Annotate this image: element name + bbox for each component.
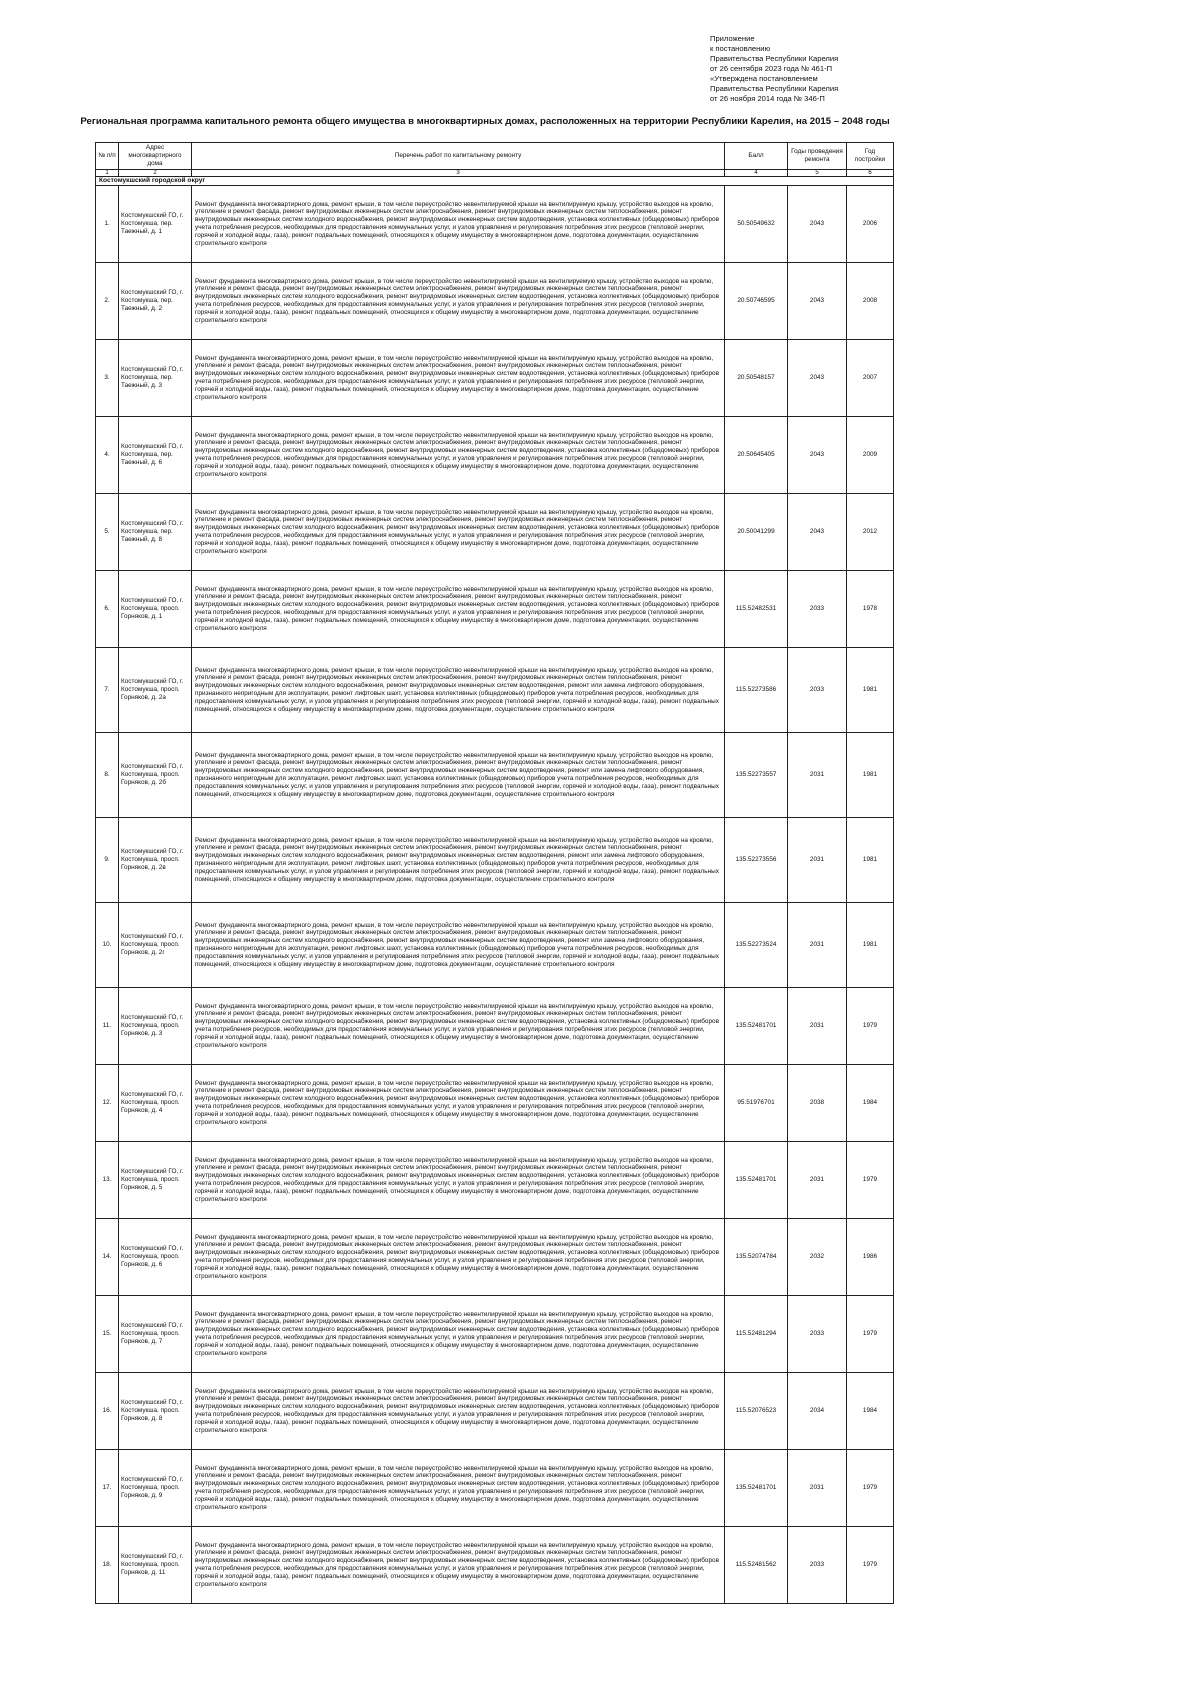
column-number: 6 <box>847 170 894 177</box>
row-score: 115.52273586 <box>725 648 788 733</box>
appendix-note-line: Приложение <box>710 34 755 43</box>
row-built-year: 1979 <box>847 1527 894 1604</box>
row-built-year: 2008 <box>847 263 894 340</box>
header-built: Год постройки <box>847 143 894 170</box>
row-number: 1. <box>96 186 119 263</box>
row-score: 115.52481562 <box>725 1527 788 1604</box>
row-score: 20.50746595 <box>725 263 788 340</box>
row-number: 14. <box>96 1219 119 1296</box>
row-address: Костомукшский ГО, г. Костомукша, просп. Горняков, д. 2а <box>119 648 192 733</box>
table-row <box>96 1296 894 1373</box>
row-years: 2031 <box>788 903 847 988</box>
row-address: Костомукшский ГО, г. Костомукша, просп. Горняков, д. 2в <box>119 818 192 903</box>
row-built-year: 1979 <box>847 1142 894 1219</box>
header-address: Адрес многоквартирного дома <box>119 143 192 170</box>
row-number: 13. <box>96 1142 119 1219</box>
row-works: Ремонт фундамента многоквартирного дома, ремонт крыши, в том числе переустройство невентилируемой крыши на вентилируемую крышу, устройство выходов на кровлю, утепление и ремонт фасада, ремонт внутридомовых инженерных систем электроснабжения, ремонт внутридомовых инженерных систем теплоснабжения, ремонт внутридомовых инженерных систем холодного водоснабжения, ремонт внутридомовых инженерных систем водоотведения, установка коллективных (общедомовых) приборов учета потребления ресурсов, необходимых для предоставления коммунальных услуг, и узлов управления и регулирования потребления этих ресурсов (тепловой энергии, горячей и холодной воды, газа), ремонт подвальных помещений, относящихся к общему имуществу в многоквартирном доме, подготовка документации, осуществление строительного контроля <box>192 1142 725 1219</box>
row-built-year: 1984 <box>847 1065 894 1142</box>
row-address: Костомукшский ГО, г. Костомукша, просп. Горняков, д. 4 <box>119 1065 192 1142</box>
row-years: 2033 <box>788 648 847 733</box>
row-years: 2031 <box>788 988 847 1065</box>
row-built-year: 2006 <box>847 186 894 263</box>
row-built-year: 1981 <box>847 648 894 733</box>
row-number: 17. <box>96 1450 119 1527</box>
row-address: Костомукшский ГО, г. Костомукша, просп. Горняков, д. 1 <box>119 571 192 648</box>
row-works: Ремонт фундамента многоквартирного дома, ремонт крыши, в том числе переустройство невентилируемой крыши на вентилируемую крышу, устройство выходов на кровлю, утепление и ремонт фасада, ремонт внутридомовых инженерных систем электроснабжения, ремонт внутридомовых инженерных систем теплоснабжения, ремонт внутридомовых инженерных систем холодного водоснабжения, ремонт внутридомовых инженерных систем водоотведения, ремонт или замена лифтового оборудования, признанного непригодным для эксплуатации, ремонт лифтовых шахт, установка коллективных (общедомовых) приборов учета потребления ресурсов, необходимых для предоставления коммунальных услуг, и узлов управления и регулирования потребления этих ресурсов (тепловой энергии, горячей и холодной воды, газа), ремонт подвальных помещений, относящихся к общему имуществу в многоквартирном доме, подготовка документации, осуществление строительного контроля <box>192 733 725 818</box>
row-number: 16. <box>96 1373 119 1450</box>
row-number: 7. <box>96 648 119 733</box>
row-years: 2043 <box>788 494 847 571</box>
row-score: 135.52273524 <box>725 903 788 988</box>
row-address: Костомукшский ГО, г. Костомукша, просп. Горняков, д. 8 <box>119 1373 192 1450</box>
row-number: 2. <box>96 263 119 340</box>
column-number: 3 <box>192 170 725 177</box>
table-row <box>96 648 894 733</box>
row-works: Ремонт фундамента многоквартирного дома, ремонт крыши, в том числе переустройство невентилируемой крыши на вентилируемую крышу, устройство выходов на кровлю, утепление и ремонт фасада, ремонт внутридомовых инженерных систем электроснабжения, ремонт внутридомовых инженерных систем теплоснабжения, ремонт внутридомовых инженерных систем холодного водоснабжения, ремонт внутридомовых инженерных систем водоотведения, установка коллективных (общедомовых) приборов учета потребления ресурсов, необходимых для предоставления коммунальных услуг, и узлов управления и регулирования потребления этих ресурсов (тепловой энергии, горячей и холодной воды, газа), ремонт подвальных помещений, относящихся к общему имуществу в многоквартирном доме, подготовка документации, осуществление строительного контроля <box>192 988 725 1065</box>
row-built-year: 1978 <box>847 571 894 648</box>
row-address: Костомукшский ГО, г. Костомукша, просп. Горняков, д. 5 <box>119 1142 192 1219</box>
row-years: 2031 <box>788 1142 847 1219</box>
row-works: Ремонт фундамента многоквартирного дома, ремонт крыши, в том числе переустройство невентилируемой крыши на вентилируемую крышу, устройство выходов на кровлю, утепление и ремонт фасада, ремонт внутридомовых инженерных систем электроснабжения, ремонт внутридомовых инженерных систем теплоснабжения, ремонт внутридомовых инженерных систем холодного водоснабжения, ремонт внутридомовых инженерных систем водоотведения, установка коллективных (общедомовых) приборов учета потребления ресурсов, необходимых для предоставления коммунальных услуг, и узлов управления и регулирования потребления этих ресурсов (тепловой энергии, горячей и холодной воды, газа), ремонт подвальных помещений, относящихся к общему имуществу в многоквартирном доме, подготовка документации, осуществление строительного контроля <box>192 1065 725 1142</box>
table-row <box>96 818 894 903</box>
row-years: 2033 <box>788 1527 847 1604</box>
row-number: 15. <box>96 1296 119 1373</box>
row-score: 50.50549632 <box>725 186 788 263</box>
row-number: 5. <box>96 494 119 571</box>
row-works: Ремонт фундамента многоквартирного дома, ремонт крыши, в том числе переустройство невентилируемой крыши на вентилируемую крышу, устройство выходов на кровлю, утепление и ремонт фасада, ремонт внутридомовых инженерных систем электроснабжения, ремонт внутридомовых инженерных систем теплоснабжения, ремонт внутридомовых инженерных систем холодного водоснабжения, ремонт внутридомовых инженерных систем водоотведения, установка коллективных (общедомовых) приборов учета потребления ресурсов, необходимых для предоставления коммунальных услуг, и узлов управления и регулирования потребления этих ресурсов (тепловой энергии, горячей и холодной воды, газа), ремонт подвальных помещений, относящихся к общему имуществу в многоквартирном доме, подготовка документации, осуществление строительного контроля <box>192 1527 725 1604</box>
program-table-container <box>95 142 894 1604</box>
row-number: 8. <box>96 733 119 818</box>
table-row <box>96 733 894 818</box>
row-number: 18. <box>96 1527 119 1604</box>
row-number: 4. <box>96 417 119 494</box>
row-works: Ремонт фундамента многоквартирного дома, ремонт крыши, в том числе переустройство невентилируемой крыши на вентилируемую крышу, устройство выходов на кровлю, утепление и ремонт фасада, ремонт внутридомовых инженерных систем электроснабжения, ремонт внутридомовых инженерных систем теплоснабжения, ремонт внутридомовых инженерных систем холодного водоснабжения, ремонт внутридомовых инженерных систем водоотведения, установка коллективных (общедомовых) приборов учета потребления ресурсов, необходимых для предоставления коммунальных услуг, и узлов управления и регулирования потребления этих ресурсов (тепловой энергии, горячей и холодной воды, газа), ремонт подвальных помещений, относящихся к общему имуществу в многоквартирном доме, подготовка документации, осуществление строительного контроля <box>192 1219 725 1296</box>
section-title: Костомукшский городской округ <box>96 177 894 186</box>
table-row <box>96 988 894 1065</box>
table-row <box>96 1219 894 1296</box>
appendix-note-line: к постановлению <box>710 44 771 53</box>
row-works: Ремонт фундамента многоквартирного дома, ремонт крыши, в том числе переустройство невентилируемой крыши на вентилируемую крышу, устройство выходов на кровлю, утепление и ремонт фасада, ремонт внутридомовых инженерных систем электроснабжения, ремонт внутридомовых инженерных систем теплоснабжения, ремонт внутридомовых инженерных систем холодного водоснабжения, ремонт внутридомовых инженерных систем водоотведения, установка коллективных (общедомовых) приборов учета потребления ресурсов, необходимых для предоставления коммунальных услуг, и узлов управления и регулирования потребления этих ресурсов (тепловой энергии, горячей и холодной воды, газа), ремонт подвальных помещений, относящихся к общему имуществу в многоквартирном доме, подготовка документации, осуществление строительного контроля <box>192 1296 725 1373</box>
table-row <box>96 903 894 988</box>
row-built-year: 1979 <box>847 988 894 1065</box>
row-years: 2038 <box>788 1065 847 1142</box>
row-years: 2031 <box>788 1450 847 1527</box>
table-row <box>96 1065 894 1142</box>
header-no: № п/п <box>96 143 119 170</box>
row-built-year: 2007 <box>847 340 894 417</box>
row-number: 10. <box>96 903 119 988</box>
row-years: 2043 <box>788 263 847 340</box>
row-address: Костомукшский ГО, г. Костомукша, просп. Горняков, д. 11 <box>119 1527 192 1604</box>
row-address: Костомукшский ГО, г. Костомукша, пер. Таежный, д. 8 <box>119 494 192 571</box>
row-years: 2043 <box>788 417 847 494</box>
row-address: Костомукшский ГО, г. Костомукша, просп. Горняков, д. 2б <box>119 733 192 818</box>
row-number: 6. <box>96 571 119 648</box>
row-address: Костомукшский ГО, г. Костомукша, просп. Горняков, д. 6 <box>119 1219 192 1296</box>
section-row <box>96 177 894 186</box>
appendix-note-line: «Утверждена постановлением <box>710 74 818 83</box>
header-works: Перечень работ по капитальному ремонту <box>192 143 725 170</box>
row-years: 2033 <box>788 1296 847 1373</box>
row-works: Ремонт фундамента многоквартирного дома, ремонт крыши, в том числе переустройство невентилируемой крыши на вентилируемую крышу, устройство выходов на кровлю, утепление и ремонт фасада, ремонт внутридомовых инженерных систем электроснабжения, ремонт внутридомовых инженерных систем теплоснабжения, ремонт внутридомовых инженерных систем холодного водоснабжения, ремонт внутридомовых инженерных систем водоотведения, ремонт или замена лифтового оборудования, признанного непригодным для эксплуатации, ремонт лифтовых шахт, установка коллективных (общедомовых) приборов учета потребления ресурсов, необходимых для предоставления коммунальных услуг, и узлов управления и регулирования потребления этих ресурсов (тепловой энергии, горячей и холодной воды, газа), ремонт подвальных помещений, относящихся к общему имуществу в многоквартирном доме, подготовка документации, осуществление строительного контроля <box>192 648 725 733</box>
program-table <box>95 142 894 1604</box>
row-works: Ремонт фундамента многоквартирного дома, ремонт крыши, в том числе переустройство невентилируемой крыши на вентилируемую крышу, устройство выходов на кровлю, утепление и ремонт фасада, ремонт внутридомовых инженерных систем электроснабжения, ремонт внутридомовых инженерных систем теплоснабжения, ремонт внутридомовых инженерных систем холодного водоснабжения, ремонт внутридомовых инженерных систем водоотведения, ремонт или замена лифтового оборудования, признанного непригодным для эксплуатации, ремонт лифтовых шахт, установка коллективных (общедомовых) приборов учета потребления ресурсов, необходимых для предоставления коммунальных услуг, и узлов управления и регулирования потребления этих ресурсов (тепловой энергии, горячей и холодной воды, газа), ремонт подвальных помещений, относящихся к общему имуществу в многоквартирном доме, подготовка документации, осуществление строительного контроля <box>192 818 725 903</box>
row-built-year: 1981 <box>847 903 894 988</box>
row-score: 135.52273557 <box>725 733 788 818</box>
table-row <box>96 340 894 417</box>
row-years: 2043 <box>788 186 847 263</box>
row-built-year: 1979 <box>847 1450 894 1527</box>
row-score: 115.52482531 <box>725 571 788 648</box>
appendix-note-line: Правительства Республики Карелия <box>710 54 839 63</box>
row-works: Ремонт фундамента многоквартирного дома, ремонт крыши, в том числе переустройство невентилируемой крыши на вентилируемую крышу, устройство выходов на кровлю, утепление и ремонт фасада, ремонт внутридомовых инженерных систем электроснабжения, ремонт внутридомовых инженерных систем теплоснабжения, ремонт внутридомовых инженерных систем холодного водоснабжения, ремонт внутридомовых инженерных систем водоотведения, установка коллективных (общедомовых) приборов учета потребления ресурсов, необходимых для предоставления коммунальных услуг, и узлов управления и регулирования потребления этих ресурсов (тепловой энергии, горячей и холодной воды, газа), ремонт подвальных помещений, относящихся к общему имуществу в многоквартирном доме, подготовка документации, осуществление строительного контроля <box>192 1450 725 1527</box>
column-number: 5 <box>788 170 847 177</box>
row-score: 135.52273556 <box>725 818 788 903</box>
row-number: 3. <box>96 340 119 417</box>
row-years: 2032 <box>788 1219 847 1296</box>
header-score: Балл <box>725 143 788 170</box>
table-row <box>96 417 894 494</box>
row-address: Костомукшский ГО, г. Костомукша, просп. Горняков, д. 9 <box>119 1450 192 1527</box>
column-number: 1 <box>96 170 119 177</box>
row-score: 135.52481701 <box>725 1142 788 1219</box>
row-score: 115.52481294 <box>725 1296 788 1373</box>
row-works: Ремонт фундамента многоквартирного дома, ремонт крыши, в том числе переустройство невентилируемой крыши на вентилируемую крышу, устройство выходов на кровлю, утепление и ремонт фасада, ремонт внутридомовых инженерных систем электроснабжения, ремонт внутридомовых инженерных систем теплоснабжения, ремонт внутридомовых инженерных систем холодного водоснабжения, ремонт внутридомовых инженерных систем водоотведения, установка коллективных (общедомовых) приборов учета потребления ресурсов, необходимых для предоставления коммунальных услуг, и узлов управления и регулирования потребления этих ресурсов (тепловой энергии, горячей и холодной воды, газа), ремонт подвальных помещений, относящихся к общему имуществу в многоквартирном доме, подготовка документации, осуществление строительного контроля <box>192 1373 725 1450</box>
row-score: 115.52076523 <box>725 1373 788 1450</box>
column-number-row <box>96 170 894 177</box>
table-header-row <box>96 143 894 170</box>
row-works: Ремонт фундамента многоквартирного дома, ремонт крыши, в том числе переустройство невентилируемой крыши на вентилируемую крышу, устройство выходов на кровлю, утепление и ремонт фасада, ремонт внутридомовых инженерных систем электроснабжения, ремонт внутридомовых инженерных систем теплоснабжения, ремонт внутридомовых инженерных систем холодного водоснабжения, ремонт внутридомовых инженерных систем водоотведения, ремонт или замена лифтового оборудования, признанного непригодным для эксплуатации, ремонт лифтовых шахт, установка коллективных (общедомовых) приборов учета потребления ресурсов, необходимых для предоставления коммунальных услуг, и узлов управления и регулирования потребления этих ресурсов (тепловой энергии, горячей и холодной воды, газа), ремонт подвальных помещений, относящихся к общему имуществу в многоквартирном доме, подготовка документации, осуществление строительного контроля <box>192 903 725 988</box>
appendix-note-line: от 26 ноября 2014 года № 346-П <box>710 94 825 103</box>
row-score: 20.50041299 <box>725 494 788 571</box>
row-built-year: 1981 <box>847 818 894 903</box>
table-row <box>96 571 894 648</box>
row-built-year: 2009 <box>847 417 894 494</box>
row-works: Ремонт фундамента многоквартирного дома, ремонт крыши, в том числе переустройство невентилируемой крыши на вентилируемую крышу, устройство выходов на кровлю, утепление и ремонт фасада, ремонт внутридомовых инженерных систем электроснабжения, ремонт внутридомовых инженерных систем теплоснабжения, ремонт внутридомовых инженерных систем холодного водоснабжения, ремонт внутридомовых инженерных систем водоотведения, установка коллективных (общедомовых) приборов учета потребления ресурсов, необходимых для предоставления коммунальных услуг, и узлов управления и регулирования потребления этих ресурсов (тепловой энергии, горячей и холодной воды, газа), ремонт подвальных помещений, относящихся к общему имуществу в многоквартирном доме, подготовка документации, осуществление строительного контроля <box>192 494 725 571</box>
table-row <box>96 1142 894 1219</box>
row-address: Костомукшский ГО, г. Костомукша, пер. Таежный, д. 3 <box>119 340 192 417</box>
row-address: Костомукшский ГО, г. Костомукша, просп. Горняков, д. 2г <box>119 903 192 988</box>
table-row <box>96 186 894 263</box>
row-number: 11. <box>96 988 119 1065</box>
row-years: 2031 <box>788 818 847 903</box>
table-body <box>96 177 894 1604</box>
header-years: Годы проведения ремонта <box>788 143 847 170</box>
appendix-note-line: Правительства Республики Карелия <box>710 84 839 93</box>
row-score: 95.51976701 <box>725 1065 788 1142</box>
row-built-year: 1986 <box>847 1219 894 1296</box>
table-row <box>96 494 894 571</box>
row-works: Ремонт фундамента многоквартирного дома, ремонт крыши, в том числе переустройство невентилируемой крыши на вентилируемую крышу, устройство выходов на кровлю, утепление и ремонт фасада, ремонт внутридомовых инженерных систем электроснабжения, ремонт внутридомовых инженерных систем теплоснабжения, ремонт внутридомовых инженерных систем холодного водоснабжения, ремонт внутридомовых инженерных систем водоотведения, установка коллективных (общедомовых) приборов учета потребления ресурсов, необходимых для предоставления коммунальных услуг, и узлов управления и регулирования потребления этих ресурсов (тепловой энергии, горячей и холодной воды, газа), ремонт подвальных помещений, относящихся к общему имуществу в многоквартирном доме, подготовка документации, осуществление строительного контроля <box>192 340 725 417</box>
row-score: 135.52481701 <box>725 1450 788 1527</box>
row-built-year: 1979 <box>847 1296 894 1373</box>
row-works: Ремонт фундамента многоквартирного дома, ремонт крыши, в том числе переустройство невентилируемой крыши на вентилируемую крышу, устройство выходов на кровлю, утепление и ремонт фасада, ремонт внутридомовых инженерных систем электроснабжения, ремонт внутридомовых инженерных систем теплоснабжения, ремонт внутридомовых инженерных систем холодного водоснабжения, ремонт внутридомовых инженерных систем водоотведения, установка коллективных (общедомовых) приборов учета потребления ресурсов, необходимых для предоставления коммунальных услуг, и узлов управления и регулирования потребления этих ресурсов (тепловой энергии, горячей и холодной воды, газа), ремонт подвальных помещений, относящихся к общему имуществу в многоквартирном доме, подготовка документации, осуществление строительного контроля <box>192 571 725 648</box>
appendix-note-line: от 26 сентября 2023 года № 461-П <box>710 64 833 73</box>
row-score: 135.52074784 <box>725 1219 788 1296</box>
document-title: Региональная программа капитального ремонта общего имущества в многоквартирных домах, расположенных на территории Республики Карелия, на 2015 – 2048 годы <box>80 116 890 127</box>
row-years: 2033 <box>788 571 847 648</box>
table-row <box>96 263 894 340</box>
row-built-year: 2012 <box>847 494 894 571</box>
row-works: Ремонт фундамента многоквартирного дома, ремонт крыши, в том числе переустройство невентилируемой крыши на вентилируемую крышу, устройство выходов на кровлю, утепление и ремонт фасада, ремонт внутридомовых инженерных систем электроснабжения, ремонт внутридомовых инженерных систем теплоснабжения, ремонт внутридомовых инженерных систем холодного водоснабжения, ремонт внутридомовых инженерных систем водоотведения, установка коллективных (общедомовых) приборов учета потребления ресурсов, необходимых для предоставления коммунальных услуг, и узлов управления и регулирования потребления этих ресурсов (тепловой энергии, горячей и холодной воды, газа), ремонт подвальных помещений, относящихся к общему имуществу в многоквартирном доме, подготовка документации, осуществление строительного контроля <box>192 186 725 263</box>
row-number: 12. <box>96 1065 119 1142</box>
table-row <box>96 1450 894 1527</box>
table-row <box>96 1373 894 1450</box>
appendix-note <box>710 34 838 104</box>
row-built-year: 1984 <box>847 1373 894 1450</box>
row-score: 20.50645405 <box>725 417 788 494</box>
row-built-year: 1981 <box>847 733 894 818</box>
row-score: 135.52481701 <box>725 988 788 1065</box>
row-address: Костомукшский ГО, г. Костомукша, просп. Горняков, д. 7 <box>119 1296 192 1373</box>
row-works: Ремонт фундамента многоквартирного дома, ремонт крыши, в том числе переустройство невентилируемой крыши на вентилируемую крышу, устройство выходов на кровлю, утепление и ремонт фасада, ремонт внутридомовых инженерных систем электроснабжения, ремонт внутридомовых инженерных систем теплоснабжения, ремонт внутридомовых инженерных систем холодного водоснабжения, ремонт внутридомовых инженерных систем водоотведения, установка коллективных (общедомовых) приборов учета потребления ресурсов, необходимых для предоставления коммунальных услуг, и узлов управления и регулирования потребления этих ресурсов (тепловой энергии, горячей и холодной воды, газа), ремонт подвальных помещений, относящихся к общему имуществу в многоквартирном доме, подготовка документации, осуществление строительного контроля <box>192 417 725 494</box>
table-row <box>96 1527 894 1604</box>
column-number: 2 <box>119 170 192 177</box>
row-number: 9. <box>96 818 119 903</box>
row-address: Костомукшский ГО, г. Костомукша, пер. Таежный, д. 6 <box>119 417 192 494</box>
column-number: 4 <box>725 170 788 177</box>
row-years: 2043 <box>788 340 847 417</box>
row-score: 20.50548157 <box>725 340 788 417</box>
row-address: Костомукшский ГО, г. Костомукша, пер. Таежный, д. 2 <box>119 263 192 340</box>
row-years: 2031 <box>788 733 847 818</box>
row-works: Ремонт фундамента многоквартирного дома, ремонт крыши, в том числе переустройство невентилируемой крыши на вентилируемую крышу, устройство выходов на кровлю, утепление и ремонт фасада, ремонт внутридомовых инженерных систем электроснабжения, ремонт внутридомовых инженерных систем теплоснабжения, ремонт внутридомовых инженерных систем холодного водоснабжения, ремонт внутридомовых инженерных систем водоотведения, установка коллективных (общедомовых) приборов учета потребления ресурсов, необходимых для предоставления коммунальных услуг, и узлов управления и регулирования потребления этих ресурсов (тепловой энергии, горячей и холодной воды, газа), ремонт подвальных помещений, относящихся к общему имуществу в многоквартирном доме, подготовка документации, осуществление строительного контроля <box>192 263 725 340</box>
row-address: Костомукшский ГО, г. Костомукша, пер. Таежный, д. 1 <box>119 186 192 263</box>
row-years: 2034 <box>788 1373 847 1450</box>
row-address: Костомукшский ГО, г. Костомукша, просп. Горняков, д. 3 <box>119 988 192 1065</box>
